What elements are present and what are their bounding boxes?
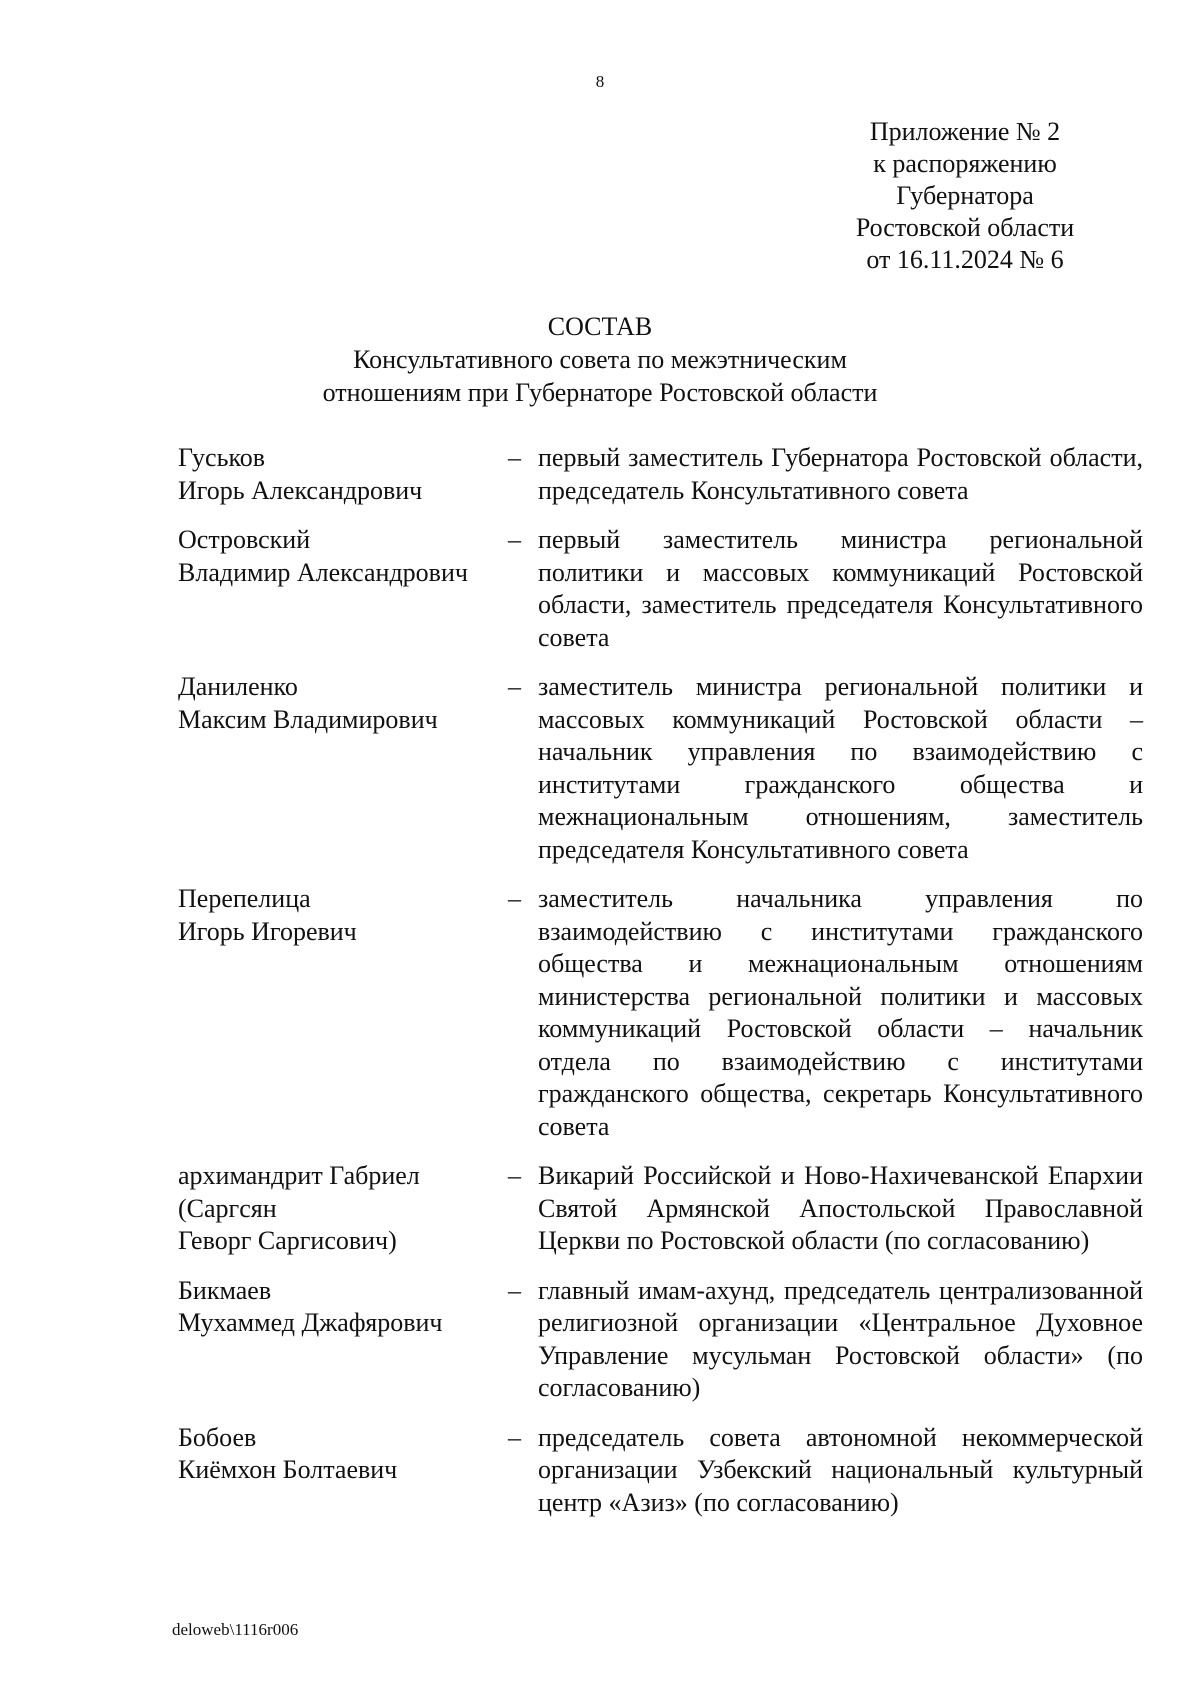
member-entry bbox=[178, 883, 1143, 1143]
member-name-line: Бобоев bbox=[178, 1422, 257, 1452]
member-name-line: Киёмхон Болтаевич bbox=[178, 1455, 398, 1484]
member-name bbox=[178, 1422, 508, 1520]
title-heading: СОСТАВ bbox=[547, 312, 653, 341]
document-title bbox=[0, 310, 1200, 409]
member-entry bbox=[178, 671, 1143, 866]
member-role: Викарий Российской и Ново-Нахичеванской Епархии Святой Армянской Апостольской Православной Церкви по Ростовской области (по согласованию) bbox=[538, 1161, 1143, 1255]
member-name-line: Максим Владимирович bbox=[178, 704, 438, 734]
appendix-line: от 16.11.2024 № 6 bbox=[866, 245, 1064, 274]
member-dash: – bbox=[508, 1161, 521, 1190]
appendix-header bbox=[800, 116, 1130, 276]
member-dash: – bbox=[508, 443, 521, 472]
members-list bbox=[178, 442, 1143, 1536]
member-dash: – bbox=[508, 525, 521, 554]
member-name-line: (Саргсян bbox=[178, 1193, 277, 1223]
member-name-line: Перепелица bbox=[178, 884, 311, 913]
member-name-line: Островский bbox=[178, 525, 311, 554]
member-role: заместитель министра региональной политики и массовых коммуникаций Ростовской области – начальник управления по взаимодействию с институтами гражданского общества и межнациональным отношениям, заместитель председателя Консультативного совета bbox=[538, 672, 1143, 864]
member-name-line: Мухаммед Джафярович bbox=[178, 1308, 443, 1337]
member-entry bbox=[178, 1160, 1143, 1258]
appendix-line: Приложение № 2 bbox=[869, 117, 1061, 146]
member-role: заместитель начальника управления по взаимодействию с институтами гражданского общества и межнациональным отношениям министерства региональной политики и массовых коммуникаций Ростовской области – начальник отдела по взаимодействию с институтами гражданского общества, секретарь Консультативного совета bbox=[538, 884, 1143, 1141]
member-entry bbox=[178, 524, 1143, 654]
member-name-line: Геворг Саргисович) bbox=[178, 1226, 397, 1255]
member-name-line: Даниленко bbox=[178, 672, 298, 701]
appendix-line: к распоряжению bbox=[873, 149, 1057, 178]
member-name bbox=[178, 671, 508, 866]
member-dash: – bbox=[508, 1422, 521, 1452]
title-line: Консультативного совета по межэтническим bbox=[353, 345, 847, 374]
member-name bbox=[178, 524, 508, 654]
member-name bbox=[178, 1160, 508, 1258]
member-role: председатель совета автономной некоммерческой организации Узбекский национальный культурный центр «Азиз» (по согласованию) bbox=[538, 1422, 1143, 1517]
member-dash: – bbox=[508, 672, 521, 701]
member-dash: – bbox=[508, 884, 521, 913]
member-dash: – bbox=[508, 1275, 521, 1305]
member-name-line: Игорь Игоревич bbox=[178, 916, 357, 946]
page-number: 8 bbox=[595, 72, 605, 91]
member-name bbox=[178, 442, 508, 507]
member-name-line: Игорь Александрович bbox=[178, 475, 423, 505]
title-line: отношениям при Губернаторе Ростовской области bbox=[322, 378, 878, 407]
footer-document-code: deloweb\1116r006 bbox=[172, 1620, 299, 1639]
member-entry bbox=[178, 1275, 1143, 1405]
member-name-line: Бикмаев bbox=[178, 1275, 272, 1305]
member-role: первый заместитель Губернатора Ростовской области, председатель Консультативного совета bbox=[538, 443, 1143, 505]
member-name-line: Гуськов bbox=[178, 443, 266, 472]
member-role: первый заместитель министра региональной политики и массовых коммуникаций Ростовской области, заместитель председателя Консультативного совета bbox=[538, 525, 1143, 652]
appendix-line: Губернатора bbox=[896, 181, 1034, 210]
member-name-line: Владимир Александрович bbox=[178, 557, 468, 587]
member-role: главный имам-ахунд, председатель централизованной религиозной организации «Центральное Духовное Управление мусульман Ростовской области» (по согласованию) bbox=[538, 1275, 1143, 1402]
appendix-line: Ростовской области bbox=[855, 213, 1075, 242]
member-entry bbox=[178, 442, 1143, 507]
member-name-line: архимандрит Габриел bbox=[178, 1161, 420, 1190]
member-entry bbox=[178, 1422, 1143, 1520]
member-name bbox=[178, 1275, 508, 1405]
member-name bbox=[178, 883, 508, 1143]
